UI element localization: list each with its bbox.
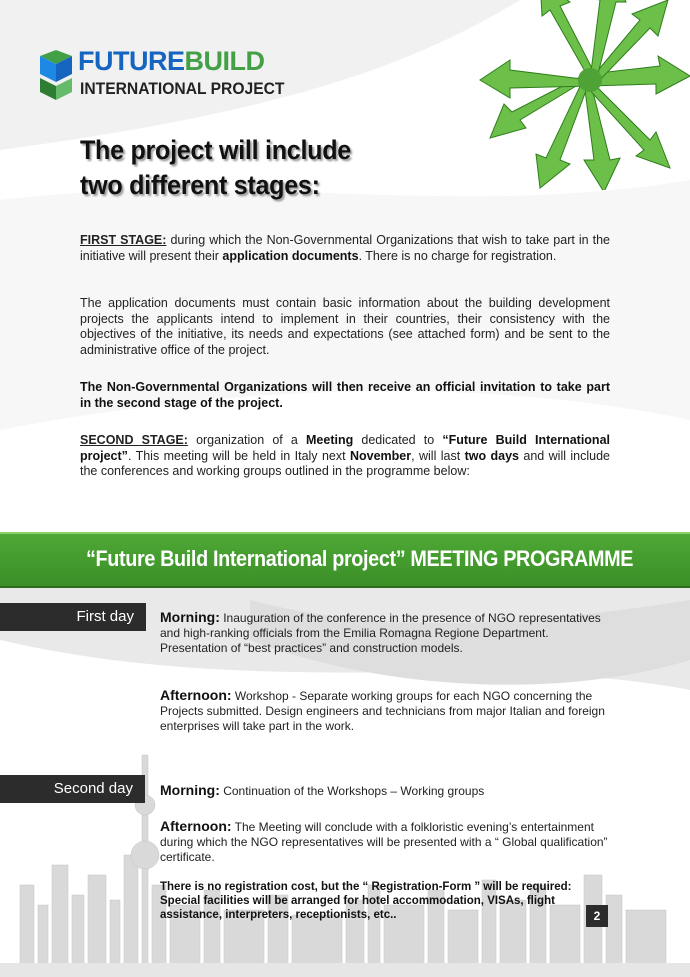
second-stage-text-1: organization of a <box>187 433 306 447</box>
page-headline <box>80 133 351 203</box>
first-day-morning-text-2: Presentation of “best practices” and construction models. <box>160 641 463 655</box>
registration-note: There is no registration cost, but the “ Registration-Form ” will be required: Special facilities will be arranged for hotel accommodation, VISAs, flight assistance, interpreters, receptionists, etc.. <box>160 881 572 921</box>
invitation-paragraph: The Non-Governmental Organizations will then receive an official invitation to take part in the second stage of the project. <box>80 380 610 410</box>
first-stage-bold-1: application documents <box>222 248 359 263</box>
second-day-morning-text: Continuation of the Workshops – Working groups <box>219 784 485 798</box>
future-build-logo <box>38 44 285 106</box>
headline-line-2: two different stages: <box>80 170 320 200</box>
second-day-morning-label: Morning: <box>160 782 220 798</box>
first-day-afternoon-text: Workshop - Separate working groups for each NGO concerning the Projects submitted. Design engineers and technicians from major Italian and foreign enterprises will take part in the work. <box>160 689 605 733</box>
programme-title: “Future Build International project” MEETING PROGRAMME <box>86 546 634 571</box>
second-stage-label: SECOND STAGE: <box>80 433 188 447</box>
second-day-afternoon-text: The Meeting will conclude with a folkloristic evening’s entertainment during which the NGO representatives will be presented with a “ Global qualification” certificate. <box>160 820 608 864</box>
first-day-morning-text: Inauguration of the conference in the presence of NGO representatives and high-ranking officials from the Emilia Romagna Regione Department. <box>160 611 601 640</box>
second-stage-bold-2: “Future Build International project” <box>80 433 610 463</box>
second-stage-paragraph <box>80 433 610 480</box>
application-paragraph: The application documents must contain basic information about the building development projects the applicants intend to implement in their countries, their consistency with the objectives of the initiative, its needs and expectations (see attached form) and be sent to the administrative office of the project. <box>80 296 610 357</box>
second-day-morning <box>160 783 622 799</box>
first-day-tab: First day <box>0 603 146 631</box>
second-stage-bold-3: November <box>349 448 412 463</box>
logo-cube-icon <box>38 48 74 102</box>
green-arrows-graphic <box>440 0 690 190</box>
first-stage-label: FIRST STAGE: <box>80 233 167 247</box>
second-day-afternoon-label: Afternoon: <box>160 818 232 834</box>
first-day-afternoon-label: Afternoon: <box>160 687 232 703</box>
page-number: 2 <box>586 905 608 927</box>
second-stage-text-5: and will include the conferences and working groups outlined in the programme below: <box>80 448 611 478</box>
first-stage-text-1: during which the Non-Governmental Organizations that wish to take part in the initiative will present their <box>80 233 610 263</box>
headline-line-1: The project will include <box>80 135 351 165</box>
programme-banner <box>0 532 690 588</box>
second-stage-bold-4: two days <box>464 448 519 463</box>
logo-subtitle: INTERNATIONAL PROJECT <box>80 79 285 98</box>
logo-wordmark <box>78 46 265 76</box>
second-day-afternoon <box>160 819 622 865</box>
logo-word-future: FUTURE <box>78 46 185 76</box>
second-stage-text-4: , will last <box>411 448 465 463</box>
first-day-morning <box>160 610 622 656</box>
second-stage-text-3: . This meeting will be held in Italy next <box>127 448 350 463</box>
second-day-tab: Second day <box>0 775 145 803</box>
logo-word-build: BUILD <box>184 46 265 76</box>
second-stage-text-2: dedicated to <box>353 433 443 447</box>
first-stage-text-2: . There is no charge for registration. <box>358 248 557 263</box>
second-stage-bold-1: Meeting <box>306 433 354 447</box>
first-day-morning-label: Morning: <box>160 609 220 625</box>
first-stage-paragraph <box>80 233 610 264</box>
first-day-afternoon <box>160 688 622 734</box>
